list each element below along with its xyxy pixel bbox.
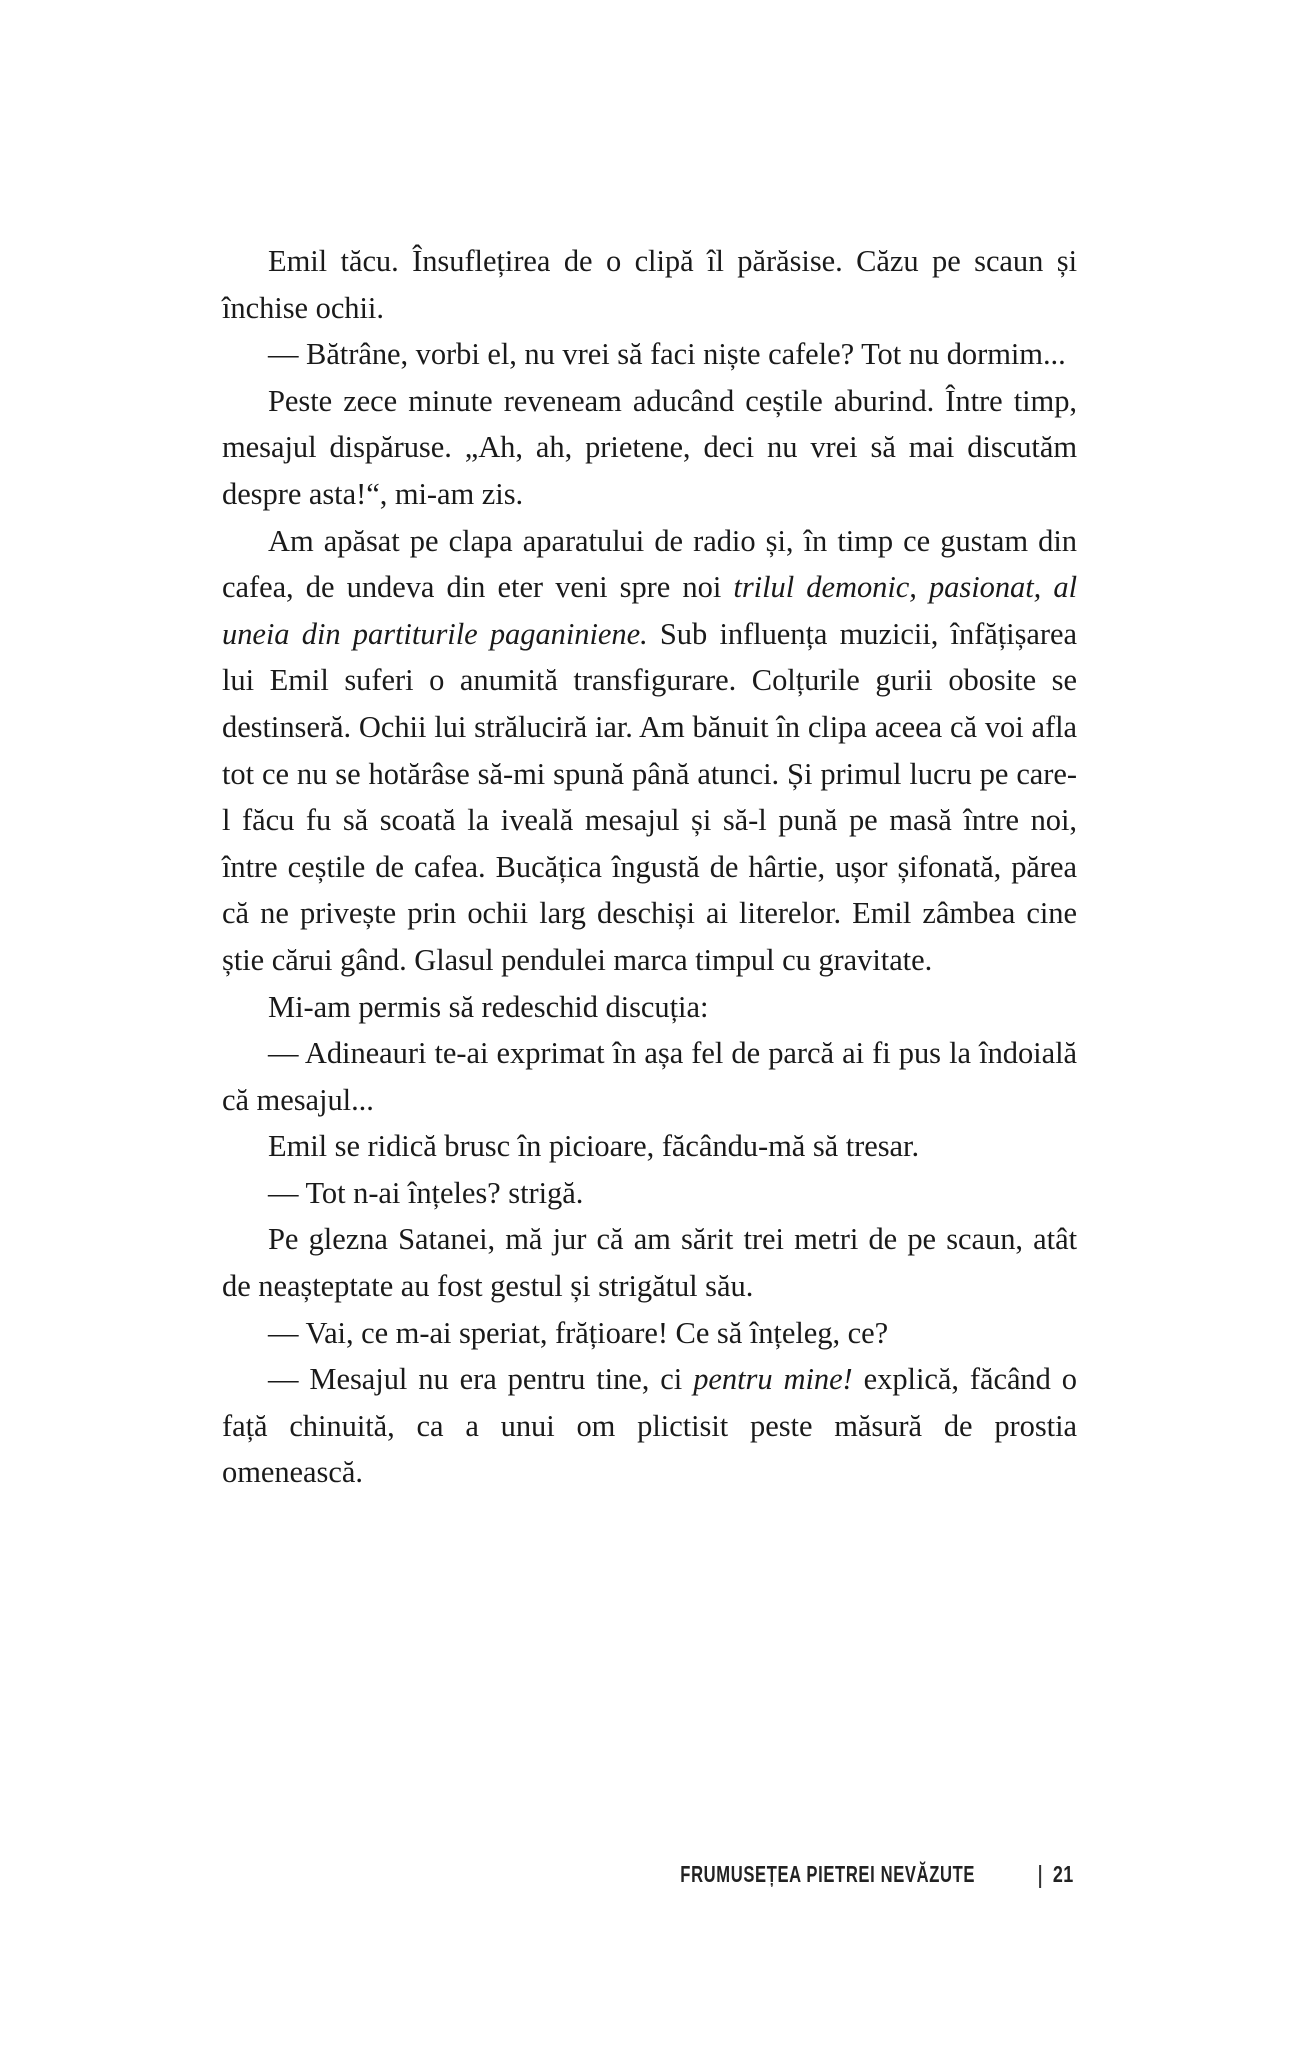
- page-text-body: [222, 238, 1077, 1496]
- paragraph-dialogue: — Adineauri te-ai exprimat în așa fel de parcă ai fi pus la îndoială că mesajul...: [222, 1036, 1077, 1117]
- paragraph-dialogue: — Vai, ce m-ai speriat, frățioare! Ce să înțeleg, ce?: [268, 1315, 889, 1350]
- paragraph-dialogue: — Tot n-ai înțeles? strigă.: [268, 1175, 584, 1210]
- paragraph-dialogue-with-italic: [222, 1356, 1077, 1496]
- text-run-italic: trilul demonic, pasionat, al uneia din partiturile paganiniene.: [222, 570, 1077, 651]
- paragraph-narrative: Pe glezna Satanei, mă jur că am sărit trei metri de pe scaun, atât de neașteptate au fost gestul și strigătul său.: [222, 1222, 1077, 1304]
- paragraph-narrative-with-italic: [222, 518, 1077, 984]
- page-footer: [222, 1860, 1077, 1889]
- text-run-plain: explică, făcând o față chinuită, ca a unui om plictisit peste măsură de prostia omenească.: [222, 1362, 1077, 1490]
- text-run-plain: — Mesajul nu era pentru tine, ci: [268, 1362, 694, 1397]
- text-run-italic: pentru mine!: [693, 1362, 853, 1397]
- footer-page-number: 21: [1053, 1861, 1075, 1887]
- paragraph-narrative: Emil tăcu. Însuflețirea de o clipă îl părăsise. Căzu pe scaun și închise ochii.: [222, 244, 1077, 325]
- text-run-plain: Sub influența muzicii, înfățișarea lui Emil suferi o anumită transfigurare. Colțurile gurii obosite se destinseră. Ochii lui străluciră iar. Am bănuit în clipa aceea că voi afla tot ce nu se hotărâse să-mi spună până atunci. Și primul lucru pe care-l făcu fu să scoată la iveală mesajul și să-l pună pe masă între noi, între ceștile de cafea. Bucățica îngustă de hârtie, ușor șifonată, părea că ne privește prin ochii larg deschiși ai literelor. Emil zâmbea cine știe cărui gând. Glasul pendulei marca timpul cu gravitate.: [222, 616, 1077, 977]
- footer-separator: |: [1036, 1861, 1044, 1889]
- paragraph-narrative: Emil se ridică brusc în picioare, făcându-mă să tresar.: [268, 1129, 920, 1164]
- footer-book-title: FRUMUSEȚEA PIETREI NEVĂZUTE: [679, 1861, 975, 1887]
- text-run-plain: Am apăsat pe clapa aparatului de radio și, în timp ce gustam din cafea, de undeva din eter veni spre noi: [222, 523, 1077, 605]
- paragraph-narrative: Mi-am permis să redeschid discuția:: [268, 989, 709, 1024]
- paragraph-narrative: Peste zece minute reveneam aducând ceștile aburind. Între timp, mesajul dispăruse. „Ah, ah, prietene, deci nu vrei să mai discutăm despre asta!“, mi-am zis.: [222, 383, 1077, 511]
- paragraph-dialogue: — Bătrâne, vorbi el, nu vrei să faci niște cafele? Tot nu dormim...: [268, 337, 1066, 372]
